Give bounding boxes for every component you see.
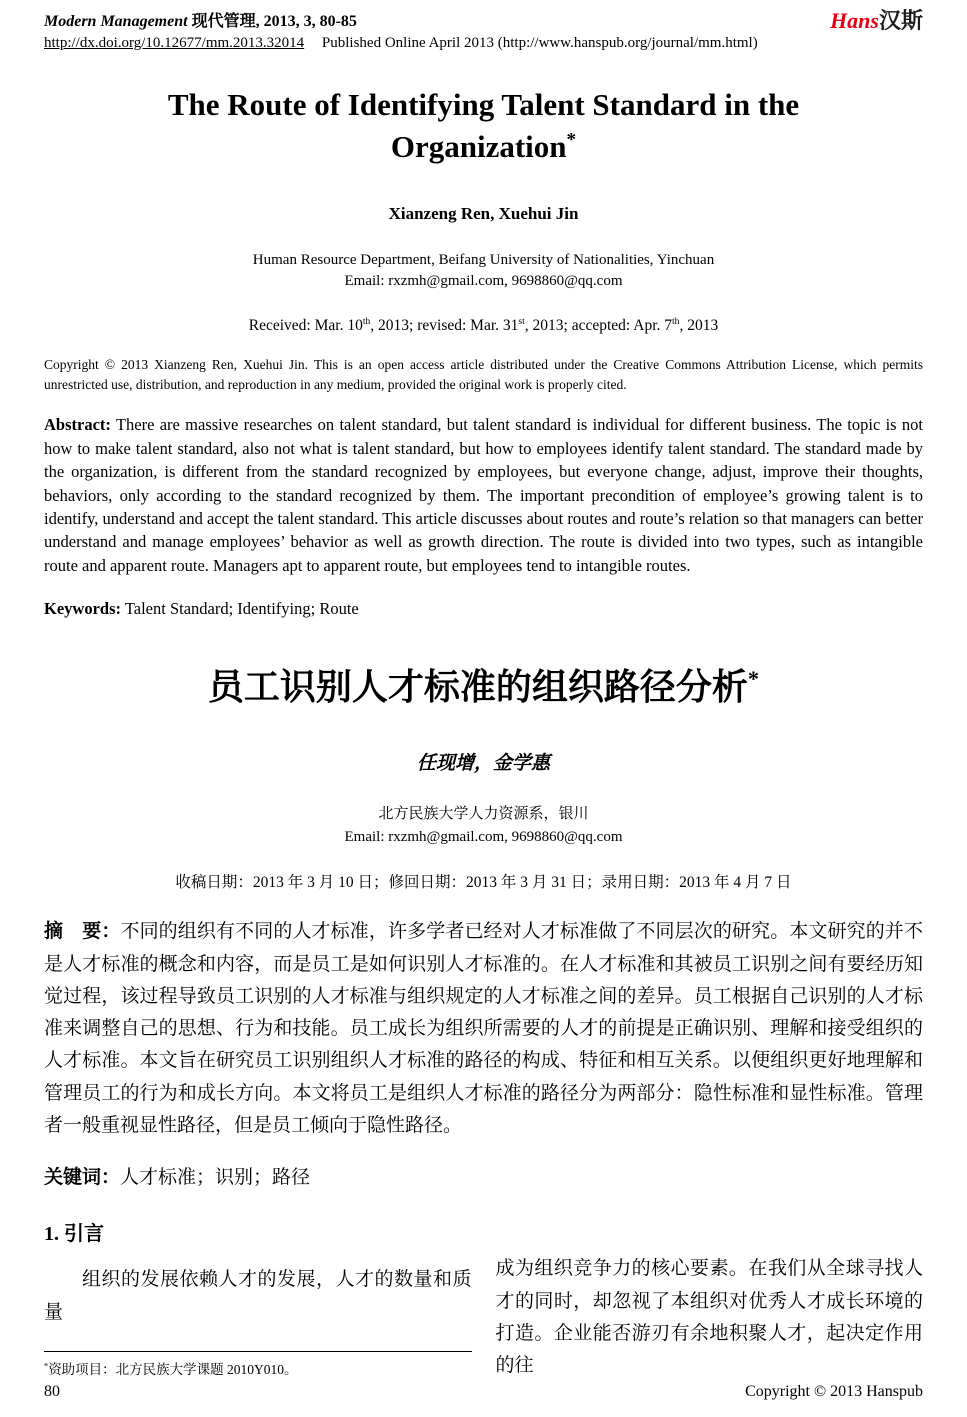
abstract-label-en: Abstract: <box>44 415 111 435</box>
keywords-text-en: Talent Standard; Identifying; Route <box>124 599 359 619</box>
intro-paragraph-right: 成为组织竞争力的核心要素。在我们从全球寻找人才的同时，却忽视了本组织对优秀人才成长环境的打造。企业能否游刃有余地积聚人才，起决定作用的往 <box>495 1258 923 1377</box>
column-right <box>496 1217 924 1382</box>
keywords-en <box>44 599 923 619</box>
journal-issue-info: 现代管理, 2013, 3, 80-85 <box>187 13 357 30</box>
affiliation-en <box>44 250 923 292</box>
footer-copyright: Copyright © 2013 Hanspub <box>745 1383 923 1400</box>
journal-citation <box>44 8 758 31</box>
footnote <box>44 1358 472 1378</box>
affiliation-text-en: Human Resource Department, Beifang University of Nationalities, Yinchuan <box>252 251 715 268</box>
keywords-text-cn: 人才标准；识别；路径 <box>120 1167 311 1189</box>
affiliation-cn <box>44 803 923 848</box>
article-title-en <box>44 84 923 168</box>
title-footnote-mark: * <box>566 129 577 151</box>
abstract-label-cn: 摘 要： <box>44 921 121 943</box>
footnote-rule <box>44 1351 472 1352</box>
keywords-cn <box>44 1162 923 1189</box>
hanspub-logo-cn: 汉斯 <box>878 8 923 33</box>
journal-header <box>44 8 923 52</box>
abstract-en <box>44 413 923 577</box>
cn-title-footnote-mark: * <box>747 666 760 692</box>
published-online-text: Published Online April 2013 (http://www.hanspub.org/journal/mm.html) <box>321 35 758 51</box>
copyright-notice: Copyright © 2013 Xianzeng Ren, Xuehui Jin. This is an open access article distributed under the Creative Commons Attribution License, which permits unrestricted use, distribution, and reproduction in any medium, provided the original work is properly cited. <box>44 356 923 393</box>
title-line2: Organization <box>390 128 567 164</box>
abstract-text-en: There are massive researches on talent standard, but talent standard is individual for different business. The topic is not how to make talent standard, also not what is talent standard, but how to employees identify talent standard. The standard made by the organization, is different from the standard recognized by employees, but everyone change, adjust, improve their thoughts, behaviors, only according to the standard recognized by them. The important precondition of employee’s growing talent is to identify, understand and accept the talent standard. This article discusses about routes and route’s relation so that managers can better understand and manage employees’ behavior as well as growth direction. The route is divided into two types, such as intangible route and apparent route. Managers apt to apparent route, but employees tend to intangible routes. <box>44 415 924 575</box>
email-line-cn: Email: rxzmh@gmail.com, 9698860@qq.com <box>344 828 623 845</box>
hanspub-logo-en: Hans <box>830 8 879 33</box>
abstract-cn <box>44 916 923 1142</box>
article-title-cn: 员工识别人才标准的组织路径分析* <box>207 666 760 708</box>
page-footer <box>44 1383 923 1401</box>
footnote-mark: * <box>44 1361 49 1371</box>
doi-line <box>44 35 758 52</box>
authors-cn: 任现增，金学惠 <box>416 753 550 775</box>
title-line1: The Route of Identifying Talent Standard in the <box>167 87 800 122</box>
journal-name: Modern Management <box>44 13 188 30</box>
email-line-en: Email: rxzmh@gmail.com, 9698860@qq.com <box>344 272 623 289</box>
footnote-area <box>44 1351 472 1378</box>
intro-paragraph-left: 组织的发展依赖人才的发展，人才的数量和质量 <box>44 1269 472 1323</box>
column-left <box>44 1217 472 1382</box>
received-line-en: Received: Mar. 10th, 2013; revised: Mar. 31st, 2013; accepted: Apr. 7th, 2013 <box>248 315 719 334</box>
keywords-label-en: Keywords: <box>44 599 121 619</box>
journal-header-left <box>44 8 758 52</box>
doi-link[interactable]: http://dx.doi.org/10.12677/mm.2013.32014 <box>44 35 305 51</box>
received-line-cn: 收稿日期：2013 年 3 月 10 日；修回日期：2013 年 3 月 31 日；录用日期：2013 年 4 月 7 日 <box>175 874 792 892</box>
abstract-text-cn: 不同的组织有不同的人才标准，许多学者已经对人才标准做了不同层次的研究。本文研究的并不是人才标准的概念和内容，而是员工是如何识别人才标准的。在人才标准和其被员工识别之间有要经历知觉过程，该过程导致员工识别的人才标准与组织规定的人才标准之间的差异。员工根据自己识别的人才标准来调整自己的思想、行为和技能。员工成长为组织所需要的人才的前提是正确识别、理解和接受组织的人才标准。本文旨在研究员工识别组织人才标准的路径的构成、特征和相互关系。以便组织更好地理解和管理员工的行为和成长方向。本文将员工是组织人才标准的路径分为两部分：隐性标准和显性标准。管理者一般重视显性路径，但是员工倾向于隐性路径。 <box>44 921 923 1137</box>
body-columns <box>44 1217 923 1382</box>
hanspub-logo <box>830 10 923 32</box>
affiliation-text-cn: 北方民族大学人力资源系，银川 <box>378 806 589 823</box>
page-number: 80 <box>44 1383 60 1400</box>
footnote-text: 资助项目：北方民族大学课题 2010Y010。 <box>48 1361 298 1377</box>
keywords-label-cn: 关键词： <box>44 1167 121 1189</box>
section-1-heading: 1. 引言 <box>44 1223 104 1246</box>
authors-en: Xianzeng Ren, Xuehui Jin <box>388 203 579 223</box>
